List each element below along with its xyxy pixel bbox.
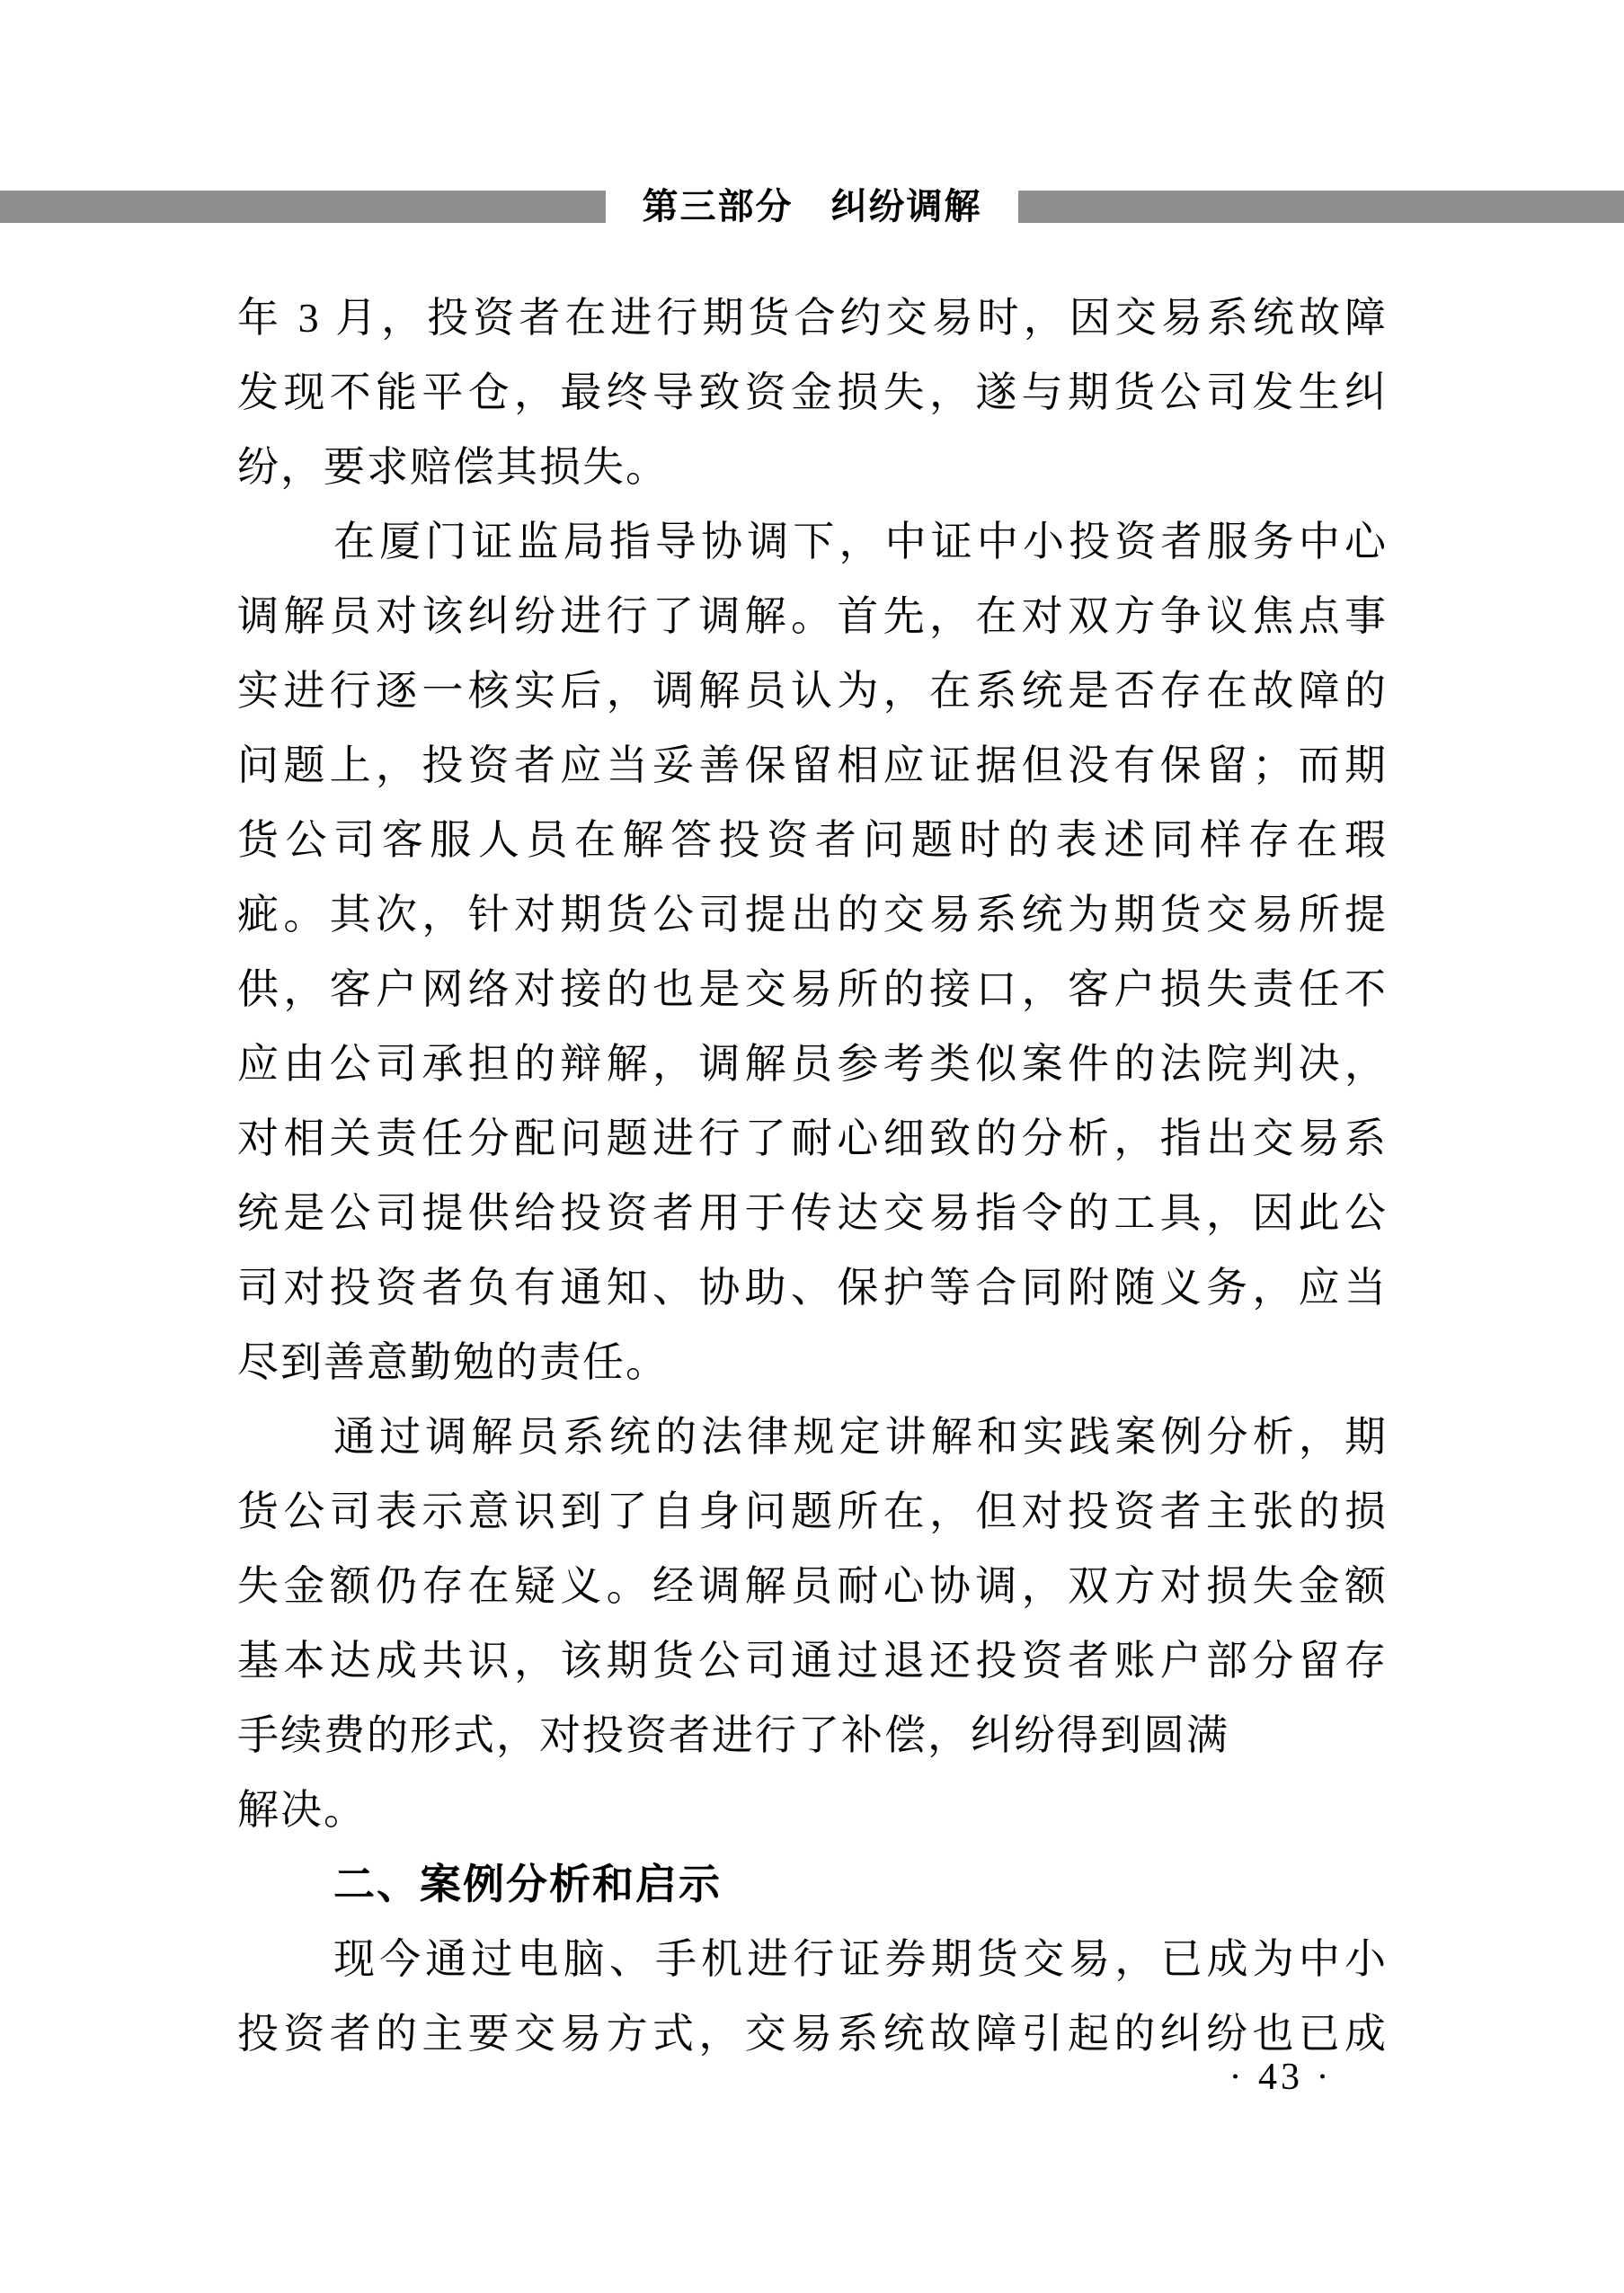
text-line: 货公司客服人员在解答投资者问题时的表述同样存在瑕 (237, 817, 1388, 863)
text-line: 在厦门证监局指导协调下，中证中小投资者服务中心 (333, 519, 1388, 564)
text-line: 投资者的主要交易方式，交易系统故障引起的纠纷也已成 (237, 2011, 1388, 2057)
running-header (0, 187, 1624, 227)
text-line: 年 3 月，投资者在进行期货合约交易时，因交易系统故障 (237, 295, 1388, 341)
text-line: 手续费的形式，对投资者进行了补偿，纠纷得到圆满 (237, 1712, 1229, 1758)
text-line: 基本达成共识，该期货公司通过退还投资者账户部分留存 (237, 1638, 1388, 1684)
text-line: 疵。其次，针对期货公司提出的交易系统为期货交易所提 (237, 892, 1388, 938)
text-line: 尽到善意勤勉的责任。 (237, 1339, 669, 1385)
text-line: 货公司表示意识到了自身问题所在，但对投资者主张的损 (237, 1489, 1388, 1534)
text-line: 纷，要求赔偿其损失。 (237, 444, 669, 490)
text-line: 调解员对该纠纷进行了调解。首先，在对双方争议焦点事 (237, 593, 1388, 639)
text-line: 统是公司提供给投资者用于传达交易指令的工具，因此公 (237, 1190, 1388, 1236)
text-line: 问题上，投资者应当妥善保留相应证据但没有保留；而期 (237, 742, 1388, 788)
section-heading: 二、案例分析和启示 (333, 1861, 722, 1907)
text-line: 司对投资者负有通知、协助、保护等合同附随义务，应当 (237, 1265, 1388, 1311)
header-section-label: 纠纷调解 (830, 187, 982, 227)
text-line: 失金额仍存在疑义。经调解员耐心协调，双方对损失金额 (237, 1563, 1388, 1609)
text-line: 现今通过电脑、手机进行证券期货交易，已成为中小 (333, 1936, 1388, 1982)
header-part-label: 第三部分 (642, 187, 794, 227)
page-number: · 43 · (1229, 2057, 1333, 2098)
header-title (0, 187, 1624, 227)
body-text (237, 280, 1388, 2071)
text-line: 供，客户网络对接的也是交易所的接口，客户损失责任不 (237, 966, 1388, 1012)
text-line: 应由公司承担的辩解，调解员参考类似案件的法院判决， (237, 1041, 1388, 1087)
text-line: 对相关责任分配问题进行了耐心细致的分析，指出交易系 (237, 1115, 1388, 1161)
text-line: 实进行逐一核实后，调解员认为，在系统是否存在故障的 (237, 668, 1388, 714)
text-line: 发现不能平仓，最终导致资金损失，遂与期货公司发生纠 (237, 369, 1388, 415)
text-line: 解决。 (237, 1787, 367, 1833)
text-line: 通过调解员系统的法律规定讲解和实践案例分析，期 (333, 1414, 1388, 1460)
